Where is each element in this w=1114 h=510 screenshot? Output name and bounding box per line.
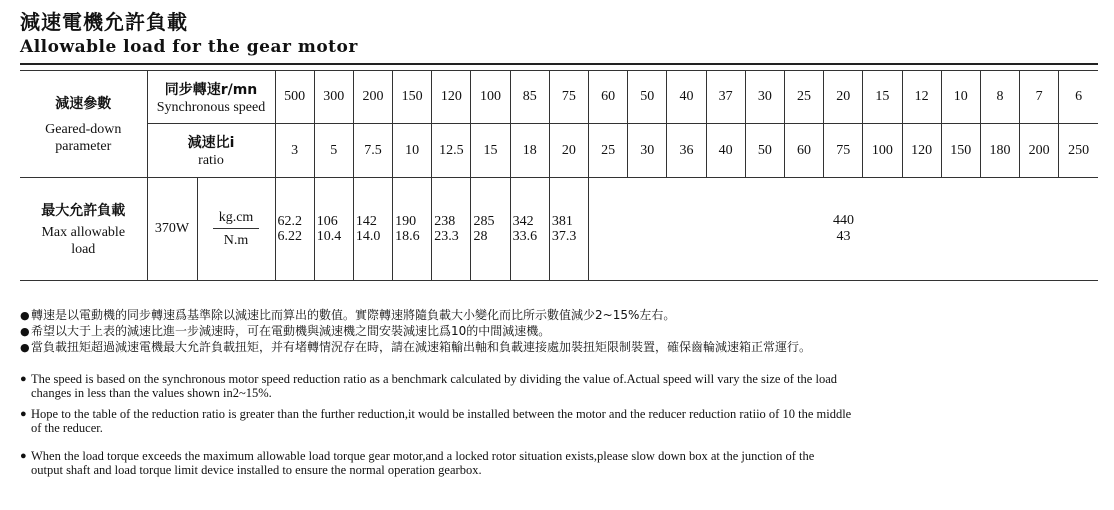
speed-label	[147, 71, 275, 124]
speed-cell: 20	[824, 71, 863, 124]
ratio-cell: 150	[941, 124, 980, 178]
speed-cell: 15	[863, 71, 902, 124]
speed-cell: 50	[628, 71, 667, 124]
load-merged-cell	[589, 178, 1099, 281]
max-load-en: Max allowable load	[41, 225, 126, 257]
ratio-cell: 36	[667, 124, 706, 178]
speed-cell: 37	[706, 71, 745, 124]
ratio-label-en: ratio	[198, 153, 224, 168]
unit-fraction	[213, 210, 260, 249]
ratio-cell: 180	[980, 124, 1019, 178]
ratio-cell: 15	[471, 124, 510, 178]
speed-cell: 300	[314, 71, 353, 124]
load-merged-kgcm: 440	[833, 213, 854, 228]
bullet-icon: ●	[20, 309, 30, 322]
power-cell: 370W	[147, 178, 197, 281]
load-cell: 190 18.6	[393, 178, 432, 281]
title-rule	[20, 63, 1098, 65]
load-cell: 142 14.0	[353, 178, 392, 281]
bullet-icon: ●	[20, 325, 30, 338]
speed-cell: 85	[510, 71, 549, 124]
speed-cell: 40	[667, 71, 706, 124]
bullet-icon: ●	[20, 341, 30, 354]
title-english: Allowable load for the gear motor	[20, 37, 358, 57]
reduction-param-header	[20, 71, 147, 178]
load-merged-nm: 43	[836, 229, 851, 244]
bullet-icon: ●	[20, 450, 27, 462]
load-cell: 285 28	[471, 178, 510, 281]
ratio-cell: 75	[824, 124, 863, 178]
speed-cell: 10	[941, 71, 980, 124]
speed-cell: 30	[745, 71, 784, 124]
ratio-cell: 60	[784, 124, 823, 178]
max-load-header	[20, 178, 147, 281]
reduction-param-en: Geared-down parameter	[45, 122, 122, 154]
speed-cell: 60	[589, 71, 628, 124]
ratio-cell: 3	[275, 124, 314, 178]
speed-cell: 7	[1020, 71, 1059, 124]
bullet-icon: ●	[20, 408, 27, 420]
ratio-cell: 20	[549, 124, 588, 178]
speed-cell: 500	[275, 71, 314, 124]
load-cell: 342 33.6	[510, 178, 549, 281]
speed-cell: 100	[471, 71, 510, 124]
note-zh-1: ● 轉速是以電動機的同步轉速爲基準除以減速比而算出的數值。實際轉速將隨負載大小變化而比所示數值減少2~15%左右。	[20, 308, 676, 322]
load-row	[20, 178, 1098, 281]
speed-cell: 6	[1059, 71, 1098, 124]
reduction-param-zh: 減速參數	[55, 96, 112, 112]
load-cell: 106 10.4	[314, 178, 353, 281]
ratio-row	[20, 124, 1098, 178]
ratio-cell: 200	[1020, 124, 1059, 178]
load-cell: 238 23.3	[432, 178, 471, 281]
max-load-zh: 最大允許負載	[41, 203, 126, 219]
ratio-cell: 5	[314, 124, 353, 178]
speed-cell: 8	[980, 71, 1019, 124]
ratio-label-zh: 減速比i	[187, 135, 235, 151]
note-zh-3: ● 當負載扭矩超過減速電機最大允許負載扭矩，并有堵轉情況存在時，請在減速箱輸出軸和負載連接處加裝扭矩限制裝置，確保齒輪減速箱正常運行。	[20, 340, 812, 354]
ratio-cell: 30	[628, 124, 667, 178]
unit-nm: N.m	[223, 232, 249, 248]
bullet-icon: ●	[20, 373, 27, 385]
unit-kgcm: kg.cm	[213, 210, 260, 229]
ratio-cell: 18	[510, 124, 549, 178]
speed-cell: 75	[549, 71, 588, 124]
note-zh-2: ● 希望以大于上表的減速比進一步減速時，可在電動機與減速機之間安裝減速比爲10的中間減速機。	[20, 324, 551, 338]
ratio-cell: 250	[1059, 124, 1098, 178]
ratio-cell: 7.5	[353, 124, 392, 178]
speed-cell: 25	[784, 71, 823, 124]
speed-cell: 12	[902, 71, 941, 124]
title-chinese: 減速電機允許負載	[20, 10, 188, 34]
ratio-cell: 120	[902, 124, 941, 178]
load-cell: 62.2 6.22	[275, 178, 314, 281]
load-table	[20, 70, 1098, 281]
ratio-cell: 10	[393, 124, 432, 178]
speed-cell: 200	[353, 71, 392, 124]
ratio-cell: 12.5	[432, 124, 471, 178]
speed-label-en: Synchronous speed	[156, 99, 266, 115]
load-cell: 381 37.3	[549, 178, 588, 281]
speed-cell: 120	[432, 71, 471, 124]
ratio-cell: 40	[706, 124, 745, 178]
unit-cell	[197, 178, 275, 281]
speed-label-zh: 同步轉速r/mn	[164, 81, 258, 98]
speed-cell: 150	[393, 71, 432, 124]
ratio-cell: 25	[589, 124, 628, 178]
ratio-cell: 50	[745, 124, 784, 178]
note-en-3: ● When the load torque exceeds the maximum allowable load torque gear motor,and a locked rotor situation exists,please slow down box at the junction of the output shaft and load torque limit device installed to ensure the normal operation gearbox.	[20, 449, 815, 477]
note-en-1: ● The speed is based on the synchronous motor speed reduction ratio as a benchmark calculated by dividing the value of.Actual speed will vary the size of the load changes in less than the values shown in2~15%.	[20, 372, 837, 400]
note-en-2: ● Hope to the table of the reduction ratio is greater than the further reduction,it would be installed between the motor and the reducer reduction ratiio of 10 the middle of the reducer.	[20, 407, 852, 435]
speed-row	[20, 71, 1098, 124]
ratio-label	[147, 124, 275, 178]
ratio-cell: 100	[863, 124, 902, 178]
